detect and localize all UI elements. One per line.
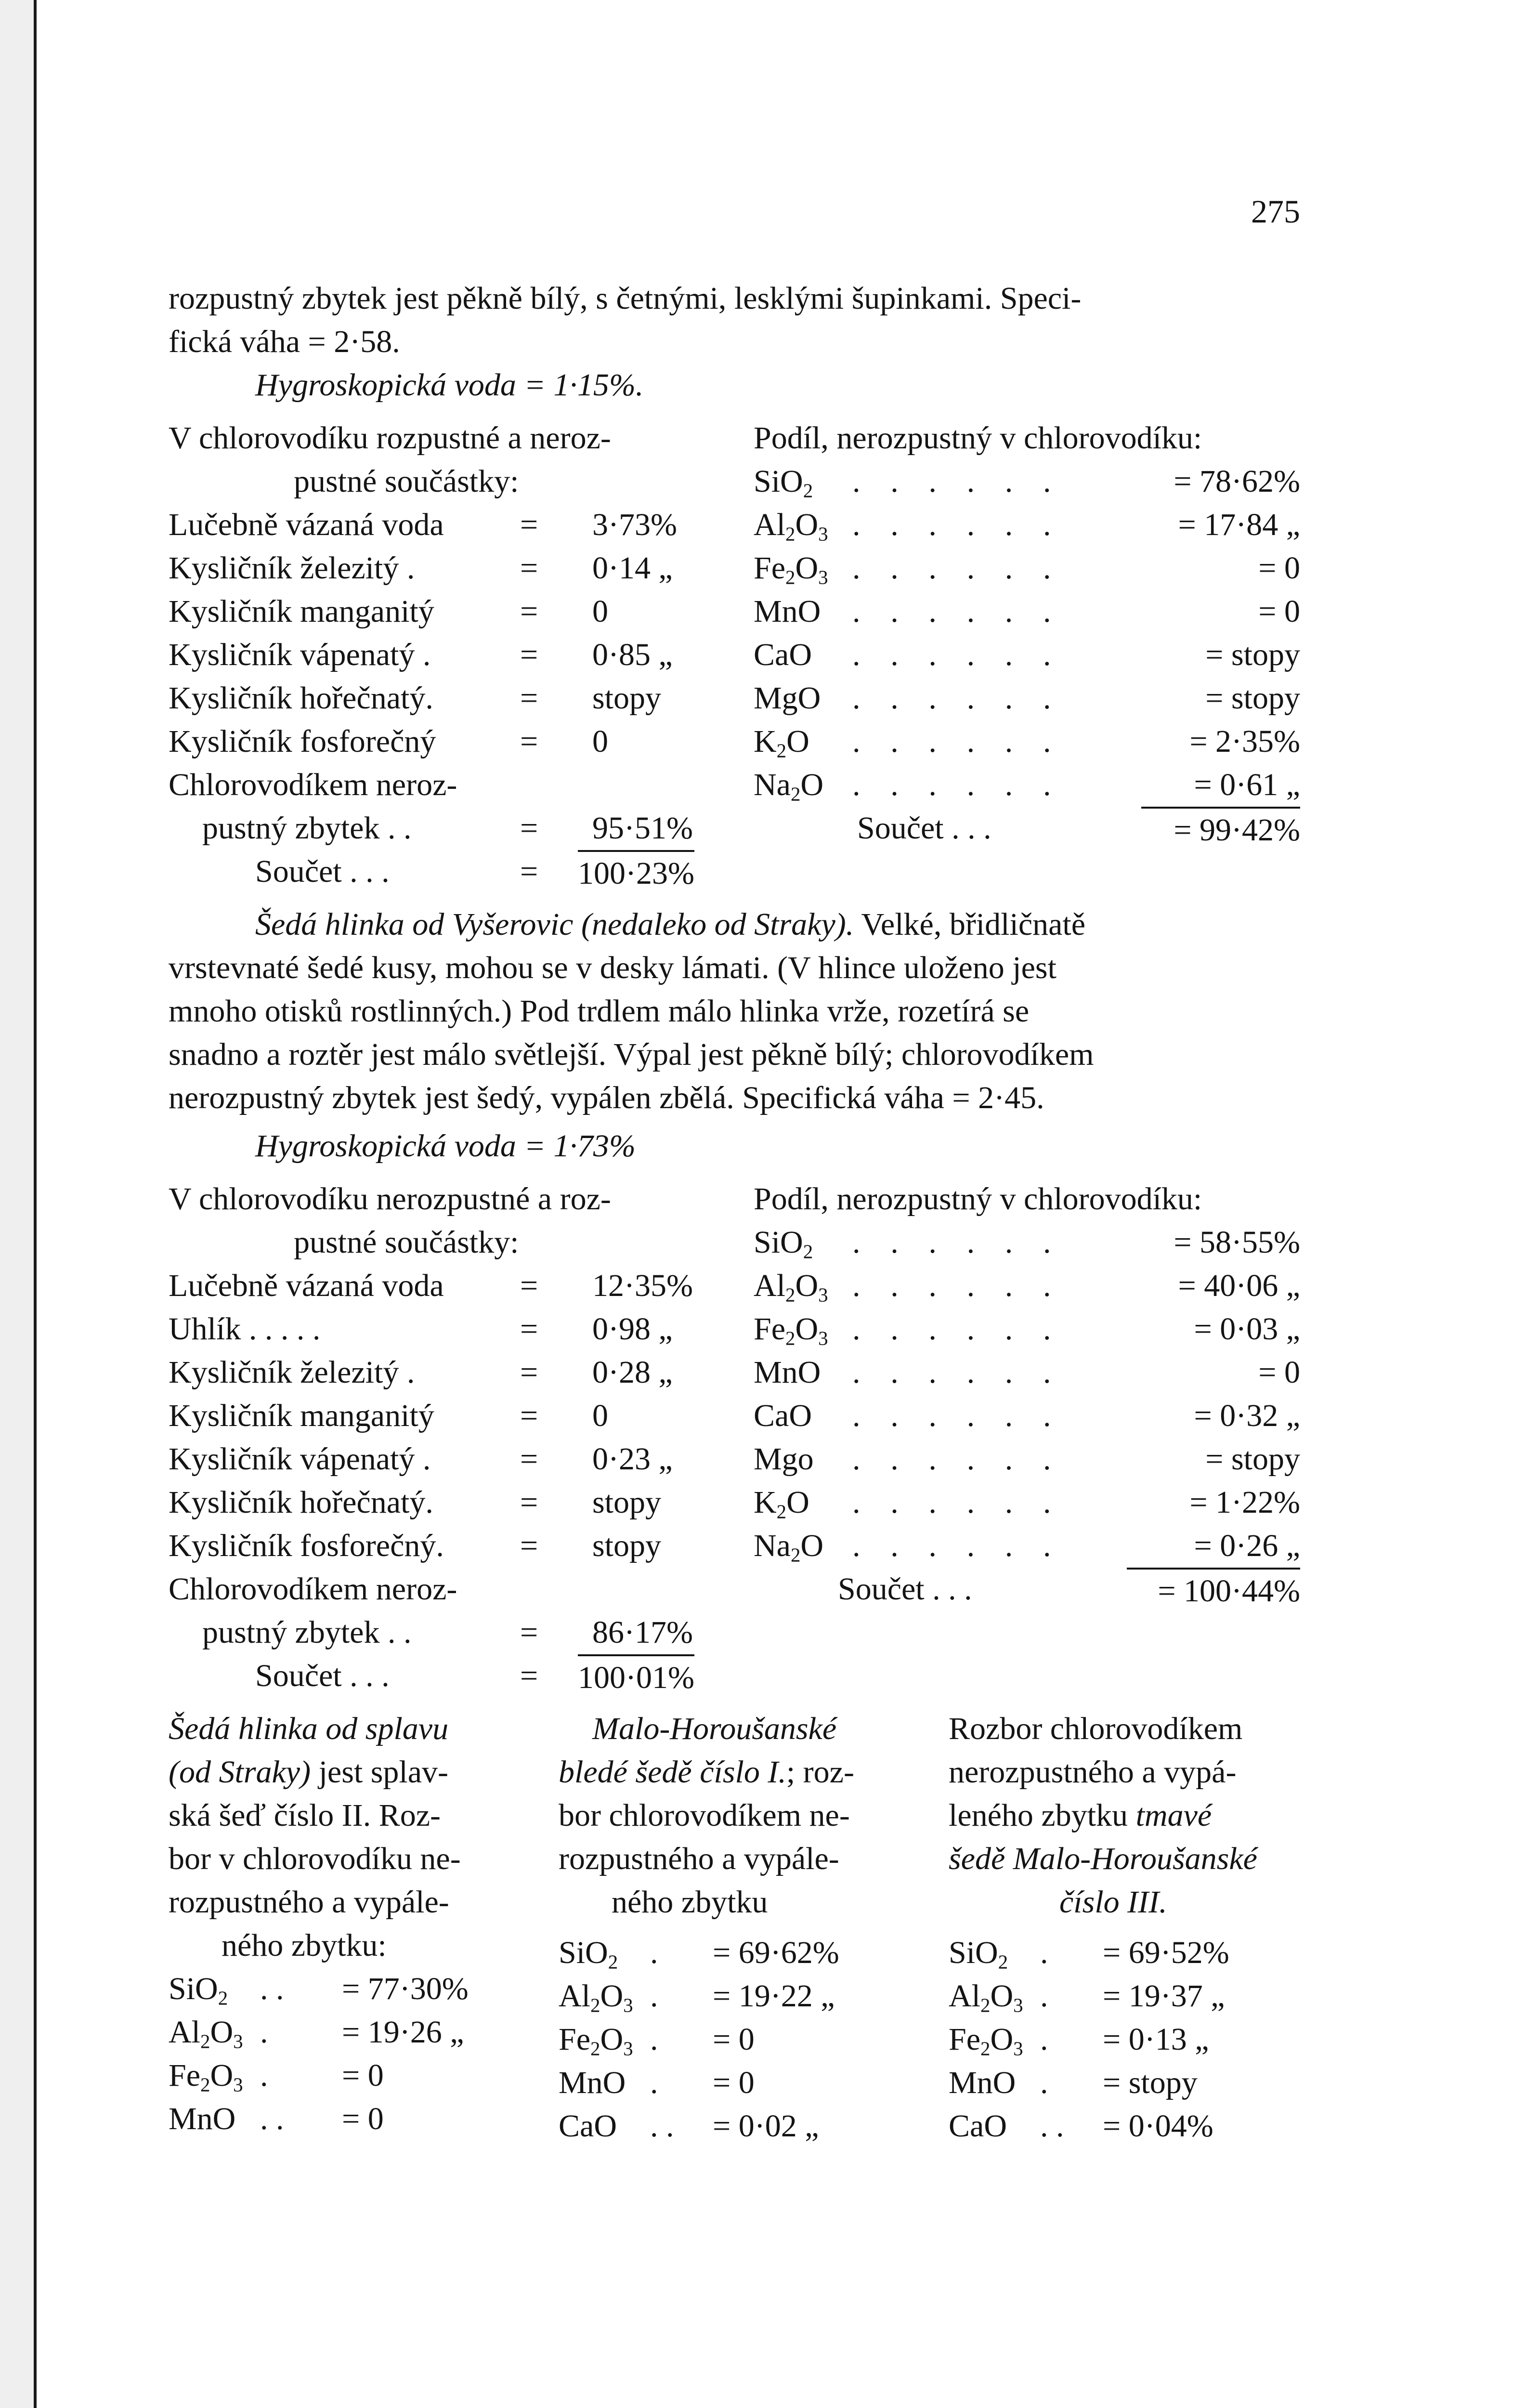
analysis-1r-sum-label: Součet . . . [857, 811, 991, 846]
col3-row-value: = 69·52% [1103, 1935, 1229, 1970]
a2r-row-value: = 40·06 „ [1178, 1268, 1300, 1303]
paragraph-2-line-4: snadno a roztěr jest málo světlejší. Výpal jest pěkně bílý; chlorovodíkem [169, 1037, 1094, 1072]
a2r-row-formula: Mgo [754, 1441, 814, 1477]
col2-row-value: = 0·02 „ [713, 2108, 819, 2144]
a2r-row-value: = 0 [1258, 1355, 1300, 1390]
a1r-row-value: = 0·61 „ [1194, 767, 1300, 802]
analysis-1r-sum-value: = 99·42% [1141, 807, 1300, 852]
a1r-row-leader: . . . . . . [852, 681, 1062, 716]
a2-row-eq: = [520, 1398, 538, 1433]
a2-row-value: stopy [592, 1528, 662, 1563]
paragraph-2-title: Šedá hlinka od Vyšerovic (nedaleko od Straky). [255, 907, 854, 942]
book-page [169, 0, 1300, 2408]
col2-row-dots: . [650, 2065, 658, 2100]
a1r-row-leader: . . . . . . [852, 724, 1062, 759]
a1r-row-value: = 0 [1258, 550, 1300, 586]
column-3-line-3: leného zbytku [949, 1798, 1136, 1833]
col3-row-formula: MnO [949, 2065, 1016, 2100]
a2r-row-leader: . . . . . . [852, 1311, 1062, 1347]
a2-row-value: 12·35% [592, 1268, 693, 1303]
column-1-line-3: ská šeď číslo II. Roz- [169, 1798, 441, 1833]
col3-row-value: = 0·04% [1103, 2108, 1213, 2144]
col3-row-formula: $Fe_2O_3$ [949, 2022, 1023, 2060]
col3-row-dots: . . [1040, 2108, 1064, 2144]
col1-row-value: = 0 [342, 2058, 384, 2093]
column-1-line-1: Šedá hlinka od splavu [169, 1711, 449, 1746]
a2-row-label: Lučebně vázaná voda [169, 1268, 444, 1303]
a1r-row-leader: . . . . . . [852, 507, 1062, 542]
column-2-line-5: ného zbytku [612, 1885, 768, 1920]
a1-row-label: Kysličník železitý . [169, 550, 415, 586]
a1r-row-formula: $Al_2O_3$ [754, 507, 828, 545]
a2r-row-value: = 58·55% [1174, 1225, 1300, 1260]
a1-row-eq: = [520, 681, 538, 716]
a1r-row-formula: MgO [754, 681, 821, 716]
a2-row-value: 0 [592, 1398, 608, 1433]
intro-line-1: rozpustný zbytek jest pěkně bílý, s četnými, lesklými šupinkami. Speci- [169, 281, 1082, 316]
column-2-line-2: ; roz- [786, 1754, 854, 1790]
col2-row-dots: . [650, 1978, 658, 2014]
column-3-line-1: Rozbor chlorovodíkem [949, 1711, 1243, 1746]
col2-row-formula: SiO$_2$ [559, 1935, 618, 1973]
paragraph-2-line-2: vrstevnaté šedé kusy, mohou se v desky lámati. (V hlince uloženo jest [169, 950, 1056, 985]
a1-row-eq: = [520, 637, 538, 672]
a1-row-eq: = [520, 724, 538, 759]
col2-row-dots: . . [650, 2108, 674, 2144]
a2r-row-value: = 0·32 „ [1194, 1398, 1300, 1433]
col2-row-value: = 19·22 „ [713, 1978, 835, 2014]
col1-row-value: = 0 [342, 2101, 384, 2136]
a1r-row-formula: MnO [754, 594, 821, 629]
col3-row-formula: CaO [949, 2108, 1007, 2144]
column-1-line-2: jest splav- [311, 1754, 449, 1790]
col2-row-dots: . [650, 2022, 658, 2057]
paragraph-2-line-3: mnoho otisků rostlinných.) Pod trdlem málo hlinka vrže, rozetírá se [169, 994, 1030, 1029]
a1r-row-leader: . . . . . . [852, 637, 1062, 672]
analysis-1-sum-value: 100·23% [578, 850, 694, 895]
col1-row-value: = 77·30% [342, 1971, 469, 2006]
column-1-line-4: bor v chlorovodíku ne- [169, 1841, 461, 1876]
a1-row-eq: = [520, 507, 538, 542]
a2r-row-formula: $Na_2O$ [754, 1528, 824, 1566]
a2-row-eq: = [520, 1355, 538, 1390]
col3-row-formula: SiO$_2$ [949, 1935, 1008, 1973]
a1r-row-value: = 17·84 „ [1178, 507, 1300, 542]
analysis-2-sum-value: 100·01% [578, 1654, 694, 1700]
column-2-line-4: rozpustného a vypále- [559, 1841, 839, 1876]
a2-row-label: Uhlík . . . . . [169, 1311, 321, 1347]
a1-row-eq: = [520, 594, 538, 629]
col2-row-formula: $Al_2O_3$ [559, 1978, 633, 2016]
analysis-2-chlor-eq: = [520, 1615, 538, 1650]
a1-row-value: 0·14 „ [592, 550, 673, 586]
analysis-2-chlor-label: Chlorovodíkem neroz- [169, 1571, 457, 1607]
col1-row-dots: . . [260, 1971, 284, 2006]
a2-row-label: Kysličník hořečnatý. [169, 1485, 433, 1520]
a2-row-label: Kysličník železitý . [169, 1355, 415, 1390]
col3-row-value: = 19·37 „ [1103, 1978, 1225, 2014]
a1r-row-value: = 2·35% [1189, 724, 1300, 759]
paragraph-2-line-1: Velké, břidličnatě [854, 907, 1086, 942]
col1-row-formula: SiO$_2$ [169, 1971, 228, 2009]
a1r-row-value: = 0 [1258, 594, 1300, 629]
a1-row-value: stopy [592, 681, 662, 716]
col1-row-dots: . [260, 2015, 268, 2050]
column-1-line-5: rozpustného a vypále- [169, 1885, 449, 1920]
col3-row-formula: $Al_2O_3$ [949, 1978, 1023, 2016]
analysis-2-heading: V chlorovodíku nerozpustné a roz- [169, 1181, 611, 1217]
a2-row-label: Kysličník vápenatý . [169, 1441, 431, 1477]
col3-row-value: = 0·13 „ [1103, 2022, 1209, 2057]
a2-row-eq: = [520, 1528, 538, 1563]
col1-row-dots: . . [260, 2101, 284, 2136]
a1r-row-leader: . . . . . . [852, 550, 1062, 586]
analysis-1-chlor-value: 95·51% [592, 811, 693, 846]
a1r-row-leader: . . . . . . [852, 594, 1062, 629]
col3-row-dots: . [1040, 2022, 1048, 2057]
a2r-row-formula: SiO$_2$ [754, 1225, 813, 1263]
col2-row-value: = 69·62% [713, 1935, 839, 1970]
a2r-row-formula: $Fe_2O_3$ [754, 1311, 828, 1349]
analysis-2r-sum-label: Součet . . . [838, 1571, 972, 1607]
a1r-row-value: = 78·62% [1174, 464, 1300, 499]
col2-row-formula: $Fe_2O_3$ [559, 2022, 633, 2060]
a2-row-eq: = [520, 1311, 538, 1347]
a2r-row-leader: . . . . . . [852, 1225, 1062, 1260]
hygro-line-1: Hygroskopická voda = 1·15%. [255, 367, 644, 403]
analysis-1-sum-eq: = [520, 854, 538, 889]
a2-row-label: Kysličník fosforečný. [169, 1528, 444, 1563]
column-3-line-5: číslo III. [1059, 1885, 1167, 1920]
analysis-2-chlor-label-cont: pustný zbytek . . [202, 1615, 412, 1650]
a1r-row-formula: SiO$_2$ [754, 464, 813, 502]
a1-row-label: Kysličník manganitý [169, 594, 434, 629]
a2-row-value: 0·28 „ [592, 1355, 673, 1390]
analysis-1-sum-label: Součet . . . [255, 854, 390, 889]
a1r-row-value: = stopy [1205, 681, 1300, 716]
hygro-line-2: Hygroskopická voda = 1·73% [255, 1128, 636, 1164]
col3-row-dots: . [1040, 1978, 1048, 2014]
column-3-line-2: nerozpustného a vypá- [949, 1754, 1237, 1790]
a2-row-value: 0·98 „ [592, 1311, 673, 1347]
a2r-row-formula: $K_2O$ [754, 1485, 809, 1523]
a1-row-value: 3·73% [592, 507, 677, 542]
col2-row-formula: CaO [559, 2108, 617, 2144]
column-2-line-3: bor chlorovodíkem ne- [559, 1798, 850, 1833]
paragraph-2-line-5: nerozpustný zbytek jest šedý, vypálen zbělá. Specifická váha = 2·45. [169, 1080, 1044, 1115]
analysis-1r-heading: Podíl, nerozpustný v chlorovodíku: [754, 420, 1202, 456]
a2r-row-value: = 1·22% [1189, 1485, 1300, 1520]
a2r-row-leader: . . . . . . [852, 1441, 1062, 1477]
a1r-row-formula: CaO [754, 637, 812, 672]
analysis-2-chlor-value: 86·17% [592, 1615, 693, 1650]
scan-left-edge [0, 0, 37, 2408]
column-2-line-2-italic: bledé šedě číslo I. [559, 1754, 786, 1790]
col1-row-value: = 19·26 „ [342, 2015, 464, 2050]
a1r-row-formula: $Na_2O$ [754, 767, 824, 805]
a2r-row-leader: . . . . . . [852, 1355, 1062, 1390]
a1r-row-formula: $K_2O$ [754, 724, 809, 762]
col1-row-formula: MnO [169, 2101, 236, 2136]
column-3-line-4: šedě Malo-Horoušanské [949, 1841, 1257, 1876]
a2-row-eq: = [520, 1268, 538, 1303]
col3-row-value: = stopy [1103, 2065, 1198, 2100]
a2r-row-value: = 0·03 „ [1194, 1311, 1300, 1347]
a2-row-eq: = [520, 1441, 538, 1477]
column-2-line-1: Malo-Horoušanské [592, 1711, 837, 1746]
a2r-row-value: = 0·26 „ [1194, 1528, 1300, 1563]
a2r-row-leader: . . . . . . [852, 1268, 1062, 1303]
column-1-line-6: ného zbytku: [222, 1928, 387, 1963]
a2r-row-leader: . . . . . . [852, 1485, 1062, 1520]
a2r-row-value: = stopy [1205, 1441, 1300, 1477]
col2-row-formula: MnO [559, 2065, 626, 2100]
a2-row-value: stopy [592, 1485, 662, 1520]
analysis-2r-heading: Podíl, nerozpustný v chlorovodíku: [754, 1181, 1202, 1217]
a1-row-value: 0 [592, 724, 608, 759]
col1-row-formula: $Fe_2O_3$ [169, 2058, 243, 2096]
col1-row-formula: $Al_2O_3$ [169, 2015, 243, 2053]
col2-row-dots: . [650, 1935, 658, 1970]
analysis-2-sum-label: Součet . . . [255, 1658, 390, 1693]
intro-line-2: fická váha = 2·58. [169, 324, 400, 359]
a2r-row-leader: . . . . . . [852, 1398, 1062, 1433]
a2r-row-leader: . . . . . . [852, 1528, 1062, 1563]
analysis-1-chlor-eq: = [520, 811, 538, 846]
a2r-row-formula: CaO [754, 1398, 812, 1433]
a1r-row-leader: . . . . . . [852, 464, 1062, 499]
a2r-row-formula: $Al_2O_3$ [754, 1268, 828, 1306]
a2-row-eq: = [520, 1485, 538, 1520]
column-1-line-2-italic: (od Straky) [169, 1754, 311, 1790]
page-number: 275 [1251, 193, 1300, 230]
a1r-row-value: = stopy [1205, 637, 1300, 672]
col1-row-dots: . [260, 2058, 268, 2093]
col2-row-value: = 0 [713, 2065, 755, 2100]
a1-row-value: 0·85 „ [592, 637, 673, 672]
a2-row-value: 0·23 „ [592, 1441, 673, 1477]
a2r-row-formula: MnO [754, 1355, 821, 1390]
column-3-line-3-italic: tmavé [1135, 1798, 1212, 1833]
a1-row-label: Kysličník vápenatý . [169, 637, 431, 672]
a1-row-value: 0 [592, 594, 608, 629]
a2-row-label: Kysličník manganitý [169, 1398, 434, 1433]
a1r-row-leader: . . . . . . [852, 767, 1062, 802]
a1-row-label: Kysličník hořečnatý. [169, 681, 433, 716]
analysis-2r-sum-value: = 100·44% [1127, 1568, 1300, 1613]
analysis-1-chlor-label: Chlorovodíkem neroz- [169, 767, 457, 802]
a1-row-label: Kysličník fosforečný [169, 724, 436, 759]
col2-row-value: = 0 [713, 2022, 755, 2057]
analysis-1-chlor-label-cont: pustný zbytek . . [202, 811, 412, 846]
a1r-row-formula: $Fe_2O_3$ [754, 550, 828, 589]
col3-row-dots: . [1040, 2065, 1048, 2100]
analysis-1-heading: V chlorovodíku rozpustné a neroz- [169, 420, 611, 456]
analysis-2-sum-eq: = [520, 1658, 538, 1693]
analysis-1-heading-cont: pustné součástky: [294, 464, 519, 499]
a1-row-eq: = [520, 550, 538, 586]
col3-row-dots: . [1040, 1935, 1048, 1970]
analysis-2-heading-cont: pustné součástky: [294, 1225, 519, 1260]
a1-row-label: Lučebně vázaná voda [169, 507, 444, 542]
